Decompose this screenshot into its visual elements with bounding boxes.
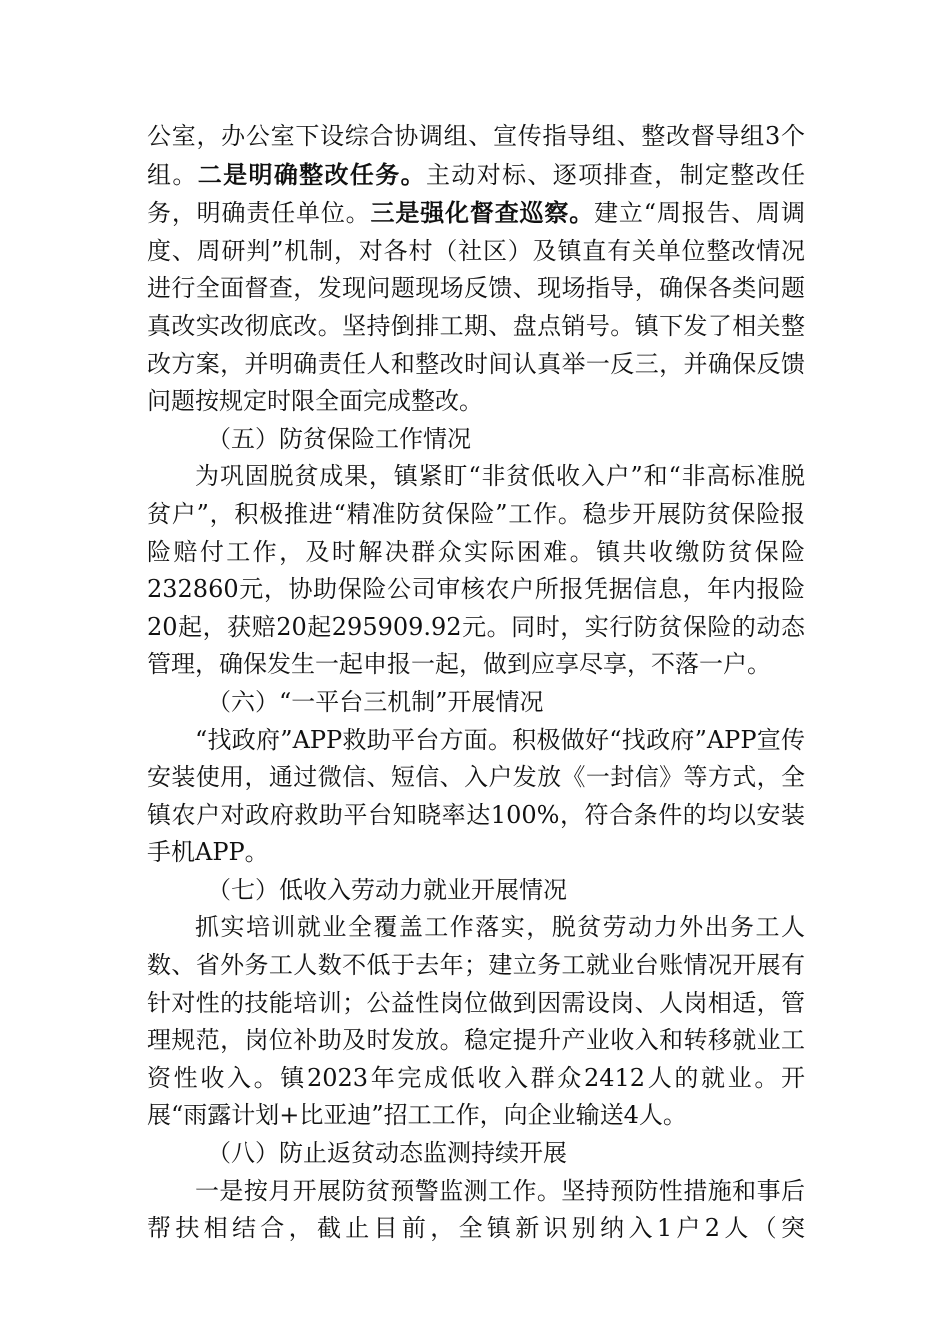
section-heading-6: （六）“一平台三机制”开展情况: [207, 687, 544, 716]
text-run: 主动对标、逐项排查，制定整改任务，明确责任单位。: [147, 160, 806, 228]
section-heading-7: （七）低收入劳动力就业开展情况: [207, 875, 567, 904]
section-heading-5: （五）防贫保险工作情况: [207, 424, 471, 453]
bold-run: 二是明确整改任务。: [197, 159, 426, 189]
document-body: [147, 118, 805, 1248]
paragraph-employment: 抓实培训就业全覆盖工作落实，脱贫劳动力外出务工人数、省外务工人数不低于去年；建立务工就业台账情况开展有针对性的技能培训；公益性岗位做到因需设岗、人岗相适，管理规范，岗位补助及时发放。稳定提升产业收入和转移就业工资性收入。镇2023年完成低收入群众2412人的就业。开展“雨露计划+比亚迪”招工工作，向企业输送4人。: [147, 913, 805, 1130]
paragraph-rectification: [147, 118, 805, 421]
text-run: 公室，办公室下设综合协调组、宣传指导组、整改督导组3个组。: [147, 122, 805, 189]
paragraph-platform: “找政府”APP救助平台方面。积极做好“找政府”APP宣传安装使用，通过微信、短信、入户发放《一封信》等方式，全镇农户对政府救助平台知晓率达100%，符合条件的均以安装手机APP。: [147, 725, 805, 867]
paragraph-insurance: 为巩固脱贫成果，镇紧盯“非贫低收入户”和“非高标准脱贫户”，积极推进“精准防贫保险”工作。稳步开展防贫保险报险赔付工作，及时解决群众实际困难。镇共收缴防贫保险232860元，协助保险公司审核农户所报凭据信息，年内报险20起，获赔20起295909.92元。同时，实行防贫保险的动态管理，确保发生一起申报一起，做到应享尽享，不落一户。: [147, 462, 805, 679]
section-heading-8: （八）防止返贫动态监测持续开展: [207, 1139, 567, 1168]
text-run: 建立“周报告、周调度、周研判”机制，对各村（社区）及镇直有关单位整改情况进行全面督查，发现问题现场反馈、现场指导，确保各类问题真改实改彻底改。坚持倒排工期、盘点销号。镇下发了相关整改方案，并明确责任人和整改时间认真举一反三，并确保反馈问题按规定时限全面完成整改。: [147, 199, 806, 416]
bold-run: 三是强化督查巡察。: [370, 198, 595, 228]
paragraph-monitoring: 一是按月开展防贫预警监测工作。坚持预防性措施和事后帮扶相结合，截止目前，全镇新识别纳入1户2人（突: [147, 1176, 805, 1243]
